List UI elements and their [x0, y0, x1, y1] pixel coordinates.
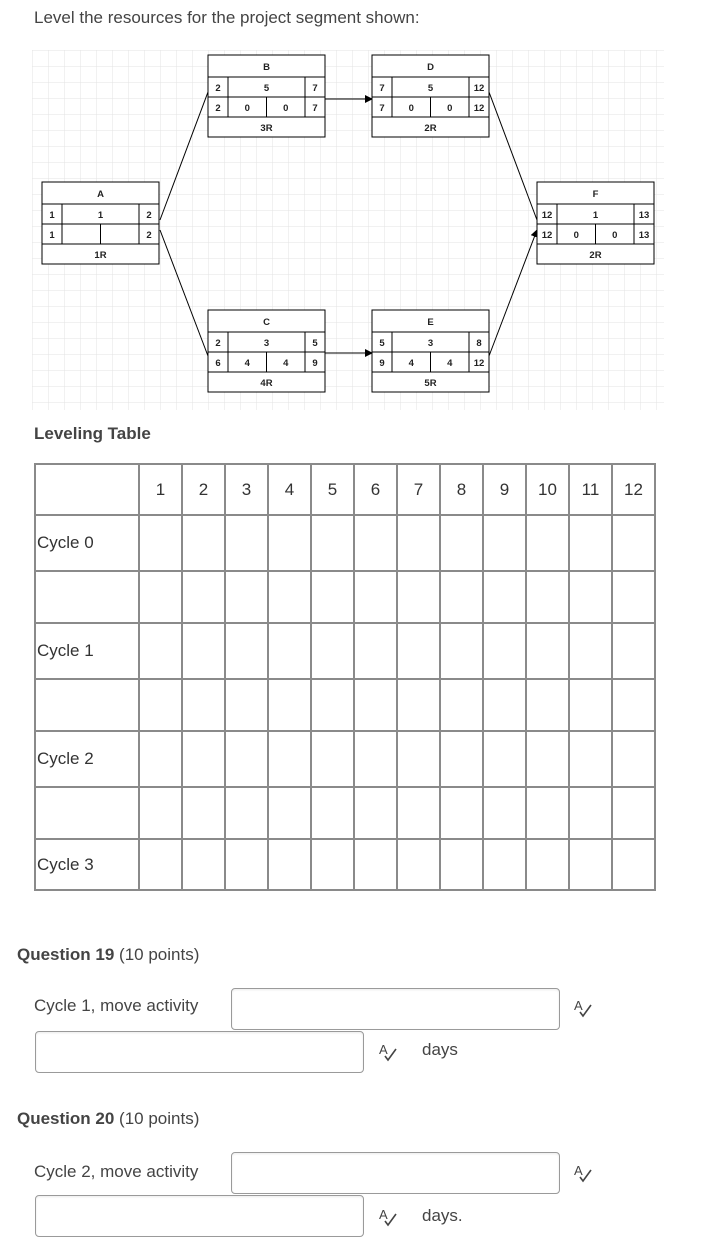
leveling-cell — [225, 787, 268, 839]
leveling-cell — [397, 731, 440, 787]
total-float: 0 — [244, 103, 250, 114]
resources: 4R — [260, 378, 273, 389]
resources: 1R — [94, 250, 107, 261]
leveling-cell — [483, 571, 526, 623]
free-float: 0 — [612, 230, 618, 241]
corner-cell — [35, 464, 139, 515]
leveling-cell — [182, 679, 225, 731]
activity-node-c — [208, 310, 325, 392]
leveling-cell — [440, 787, 483, 839]
early-finish: 7 — [312, 83, 318, 94]
leveling-cell — [354, 787, 397, 839]
leveling-cell — [268, 623, 311, 679]
leveling-cell — [311, 679, 354, 731]
leveling-cell — [354, 731, 397, 787]
leveling-cell — [483, 787, 526, 839]
cycle-label: Cycle 2 — [35, 731, 139, 787]
svg-text:A: A — [574, 998, 583, 1013]
leveling-row — [35, 623, 655, 679]
activity-node-d — [372, 55, 489, 137]
cycle-label — [35, 679, 139, 731]
leveling-cell — [569, 787, 612, 839]
question-20-label: Cycle 2, move activity — [34, 1162, 199, 1181]
question-points: (10 points) — [119, 1109, 200, 1128]
late-start: 9 — [379, 358, 385, 369]
late-start: 7 — [379, 103, 385, 114]
leveling-cell — [225, 571, 268, 623]
early-start: 7 — [379, 83, 385, 94]
question-number: Question 19 — [17, 945, 115, 964]
leveling-cell — [182, 623, 225, 679]
leveling-cell — [354, 679, 397, 731]
early-start: 1 — [49, 210, 55, 221]
leveling-cell — [569, 731, 612, 787]
activity-id: D — [427, 62, 434, 73]
early-start: 2 — [215, 83, 221, 94]
leveling-cell — [397, 787, 440, 839]
leveling-cell — [311, 787, 354, 839]
cycle-label: Cycle 3 — [35, 839, 139, 890]
duration: 5 — [263, 83, 270, 94]
day-header: 11 — [569, 464, 612, 515]
spellcheck-icon[interactable] — [377, 1206, 399, 1228]
day-header: 4 — [268, 464, 311, 515]
late-start: 1 — [49, 230, 55, 241]
day-header: 10 — [526, 464, 569, 515]
leveling-cell — [612, 731, 655, 787]
day-header: 8 — [440, 464, 483, 515]
leveling-cell — [440, 571, 483, 623]
leveling-cell — [268, 787, 311, 839]
leveling-cell — [612, 679, 655, 731]
early-finish: 2 — [146, 210, 152, 221]
leveling-cell — [569, 839, 612, 890]
leveling-cell — [440, 679, 483, 731]
resources: 5R — [424, 378, 437, 389]
leveling-cell — [182, 515, 225, 571]
leveling-cell — [612, 787, 655, 839]
day-header: 1 — [139, 464, 182, 515]
leveling-cell — [354, 839, 397, 890]
leveling-cell — [225, 731, 268, 787]
duration: 1 — [592, 210, 599, 221]
day-header: 9 — [483, 464, 526, 515]
question-20-title — [17, 1109, 199, 1129]
free-float: 0 — [283, 103, 289, 114]
leveling-table — [34, 463, 656, 891]
leveling-cell — [397, 623, 440, 679]
spellcheck-icon[interactable] — [572, 997, 594, 1019]
day-header: 6 — [354, 464, 397, 515]
leveling-cell — [526, 731, 569, 787]
svg-text:A: A — [379, 1207, 388, 1222]
leveling-cell — [440, 623, 483, 679]
duration: 1 — [97, 210, 104, 221]
network-diagram — [32, 50, 664, 410]
leveling-cell — [526, 515, 569, 571]
early-start: 12 — [541, 210, 553, 221]
day-header: 12 — [612, 464, 655, 515]
leveling-cell — [354, 623, 397, 679]
activity-id: C — [263, 317, 270, 328]
late-finish: 12 — [473, 103, 485, 114]
leveling-cell — [440, 839, 483, 890]
leveling-cell — [139, 731, 182, 787]
early-finish: 8 — [476, 338, 482, 349]
leveling-cell — [268, 515, 311, 571]
leveling-cell — [397, 515, 440, 571]
resources: 2R — [424, 123, 437, 134]
early-finish: 13 — [638, 210, 650, 221]
free-float: 0 — [447, 103, 453, 114]
early-finish: 12 — [473, 83, 485, 94]
late-finish: 2 — [146, 230, 152, 241]
leveling-cell — [182, 731, 225, 787]
days-label: days. — [422, 1206, 463, 1225]
activity-node-e — [372, 310, 489, 392]
leveling-cell — [139, 571, 182, 623]
leveling-cell — [440, 515, 483, 571]
late-start: 12 — [541, 230, 553, 241]
leveling-cell — [268, 839, 311, 890]
early-start: 2 — [215, 338, 221, 349]
leveling-cell — [268, 731, 311, 787]
late-start: 2 — [215, 103, 221, 114]
activity-id: E — [427, 317, 434, 328]
cycle-label: Cycle 1 — [35, 623, 139, 679]
leveling-cell — [397, 679, 440, 731]
leveling-cell — [182, 787, 225, 839]
question-points: (10 points) — [119, 945, 200, 964]
question-19-title — [17, 945, 199, 965]
spellcheck-icon[interactable] — [377, 1041, 399, 1063]
leveling-cell — [612, 571, 655, 623]
cycle-label: Cycle 0 — [35, 515, 139, 571]
leveling-cell — [483, 731, 526, 787]
cycle-label — [35, 571, 139, 623]
leveling-cell — [483, 839, 526, 890]
leveling-cell — [225, 839, 268, 890]
leveling-cell — [354, 515, 397, 571]
leveling-row — [35, 731, 655, 787]
leveling-cell — [526, 623, 569, 679]
svg-text:A: A — [379, 1042, 388, 1057]
leveling-cell — [612, 623, 655, 679]
resources: 3R — [260, 123, 273, 134]
leveling-row — [35, 787, 655, 839]
leveling-row — [35, 839, 655, 890]
question-19-label: Cycle 1, move activity — [34, 996, 199, 1015]
activity-answer-field[interactable] — [231, 1152, 560, 1194]
leveling-cell — [440, 731, 483, 787]
leveling-cell — [139, 515, 182, 571]
leveling-cell — [354, 571, 397, 623]
day-header: 5 — [311, 464, 354, 515]
leveling-cell — [526, 839, 569, 890]
total-float: 0 — [573, 230, 579, 241]
leveling-cell — [139, 839, 182, 890]
leveling-cell — [311, 839, 354, 890]
duration: 5 — [427, 83, 434, 94]
early-finish: 5 — [312, 338, 318, 349]
activity-node-a — [42, 182, 159, 264]
leveling-cell — [139, 679, 182, 731]
days-answer-field[interactable] — [35, 1031, 364, 1073]
leveling-cell — [311, 515, 354, 571]
free-float: 4 — [283, 358, 289, 369]
leveling-cell — [268, 571, 311, 623]
day-header: 7 — [397, 464, 440, 515]
leveling-cell — [139, 623, 182, 679]
leveling-cell — [397, 839, 440, 890]
cycle-label — [35, 787, 139, 839]
total-float: 4 — [244, 358, 250, 369]
leveling-cell — [397, 571, 440, 623]
activity-id: F — [592, 189, 599, 200]
leveling-cell — [225, 623, 268, 679]
leveling-cell — [139, 787, 182, 839]
leveling-cell — [311, 731, 354, 787]
activity-id: A — [97, 189, 104, 200]
leveling-cell — [569, 679, 612, 731]
leveling-cell — [225, 515, 268, 571]
leveling-cell — [483, 623, 526, 679]
total-float: 4 — [408, 358, 414, 369]
duration: 3 — [263, 338, 270, 349]
spellcheck-icon[interactable] — [572, 1162, 594, 1184]
leveling-cell — [569, 571, 612, 623]
leveling-cell — [569, 623, 612, 679]
day-header: 3 — [225, 464, 268, 515]
activity-id: B — [263, 62, 270, 73]
leveling-cell — [268, 679, 311, 731]
late-finish: 12 — [473, 358, 485, 369]
duration: 3 — [427, 338, 434, 349]
activity-answer-field[interactable] — [231, 988, 560, 1030]
leveling-cell — [311, 623, 354, 679]
leveling-cell — [526, 787, 569, 839]
question-number: Question 20 — [17, 1109, 115, 1128]
question-prompt: Level the resources for the project segment shown: — [34, 8, 420, 27]
late-finish: 7 — [312, 103, 318, 114]
leveling-cell — [483, 679, 526, 731]
leveling-row — [35, 571, 655, 623]
leveling-cell — [311, 571, 354, 623]
leveling-cell — [483, 515, 526, 571]
leveling-row — [35, 515, 655, 571]
leveling-cell — [225, 679, 268, 731]
free-float: 4 — [447, 358, 453, 369]
activity-node-f — [537, 182, 654, 264]
leveling-cell — [569, 515, 612, 571]
leveling-cell — [526, 571, 569, 623]
leveling-cell — [182, 571, 225, 623]
days-label: days — [422, 1040, 458, 1059]
leveling-cell — [612, 839, 655, 890]
early-start: 5 — [379, 338, 385, 349]
late-finish: 13 — [638, 230, 650, 241]
svg-text:A: A — [574, 1163, 583, 1178]
leveling-row — [35, 679, 655, 731]
leveling-cell — [612, 515, 655, 571]
resources: 2R — [589, 250, 602, 261]
total-float: 0 — [408, 103, 414, 114]
day-header: 2 — [182, 464, 225, 515]
late-start: 6 — [215, 358, 221, 369]
activity-node-b — [208, 55, 325, 137]
leveling-header-row — [35, 464, 655, 515]
late-finish: 9 — [312, 358, 318, 369]
days-answer-field[interactable] — [35, 1195, 364, 1237]
leveling-cell — [182, 839, 225, 890]
leveling-cell — [526, 679, 569, 731]
leveling-table-title: Leveling Table — [34, 424, 151, 443]
